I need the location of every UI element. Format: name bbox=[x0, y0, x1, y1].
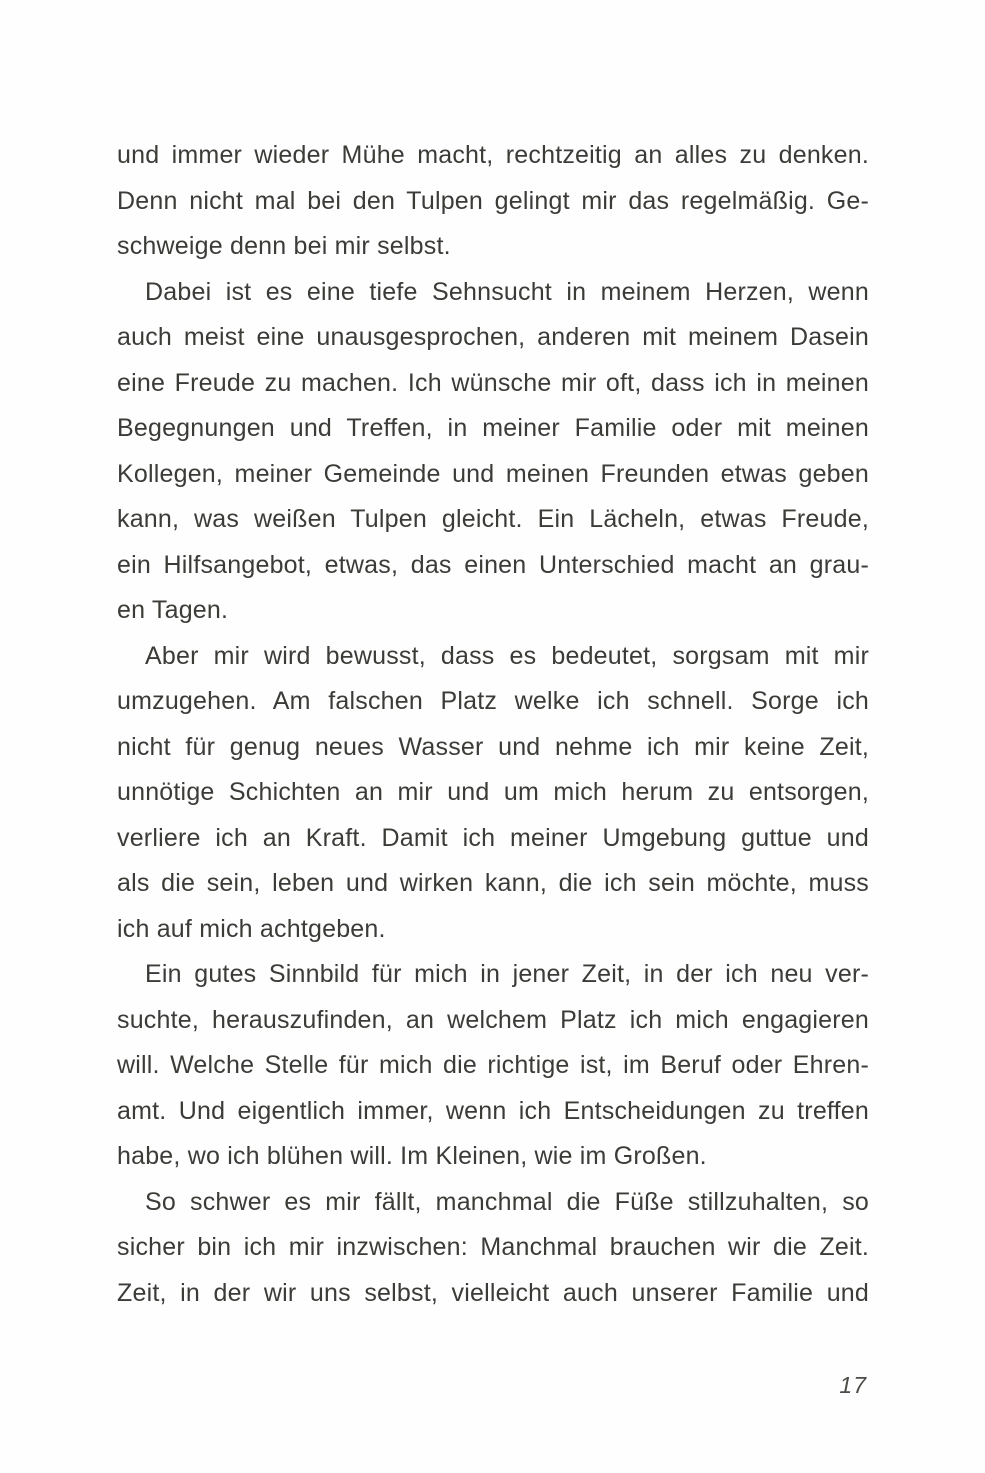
text-line: Kollegen, meiner Gemeinde und meinen Freunden etwas geben bbox=[117, 459, 869, 488]
text-line: auch meist eine unausgesprochen, anderen mit meinem Dasein bbox=[117, 323, 869, 351]
text-line: Denn nicht mal bei den Tulpen gelingt mir das regelmäßig. Ge- bbox=[117, 186, 869, 215]
text-line: kann, was weißen Tulpen gleicht. Ein Lächeln, etwas Freude, bbox=[117, 505, 869, 533]
text-line: Begegnungen und Treffen, in meiner Familie oder mit meinen bbox=[117, 414, 869, 442]
text-line: habe, wo ich blühen will. Im Kleinen, wie im Großen. bbox=[117, 1142, 707, 1170]
text-line: sicher bin ich mir inzwischen: Manchmal brauchen wir die Zeit. bbox=[117, 1233, 869, 1261]
page-text bbox=[117, 133, 869, 1316]
text-line: So schwer es mir fällt, manchmal die Füße stillzuhalten, so bbox=[145, 1187, 869, 1216]
text-line: ein Hilfsangebot, etwas, das einen Unterschied macht an grau- bbox=[117, 550, 869, 579]
text-line: ich auf mich achtgeben. bbox=[117, 914, 386, 943]
text-line: Zeit, in der wir uns selbst, vielleicht auch unserer Familie und bbox=[117, 1278, 869, 1307]
text-line: suchte, herauszufinden, an welchem Platz ich mich engagieren bbox=[117, 1005, 869, 1034]
text-line: will. Welche Stelle für mich die richtige ist, im Beruf oder Ehren- bbox=[117, 1051, 869, 1079]
text-line: und immer wieder Mühe macht, rechtzeitig an alles zu denken. bbox=[117, 141, 869, 169]
text-line: Ein gutes Sinnbild für mich in jener Zeit, in der ich neu ver- bbox=[145, 960, 869, 988]
text-line: verliere ich an Kraft. Damit ich meiner Umgebung guttue und bbox=[117, 823, 869, 852]
text-line: nicht für genug neues Wasser und nehme ich mir keine Zeit, bbox=[117, 732, 869, 761]
text-line: amt. Und eigentlich immer, wenn ich Entscheidungen zu treffen bbox=[117, 1096, 869, 1125]
text-line: eine Freude zu machen. Ich wünsche mir oft, dass ich in meinen bbox=[117, 368, 869, 397]
text-line: schweige denn bei mir selbst. bbox=[117, 232, 451, 260]
page-number: 17 bbox=[839, 1372, 867, 1398]
text-line: en Tagen. bbox=[117, 596, 229, 624]
text-line: unnötige Schichten an mir und um mich herum zu entsorgen, bbox=[117, 778, 869, 806]
text-line: umzugehen. Am falschen Platz welke ich schnell. Sorge ich bbox=[117, 687, 869, 715]
text-line: Dabei ist es eine tiefe Sehnsucht in meinem Herzen, wenn bbox=[145, 277, 869, 306]
text-line: Aber mir wird bewusst, dass es bedeutet, sorgsam mit mir bbox=[145, 641, 869, 670]
text-line: als die sein, leben und wirken kann, die ich sein möchte, muss bbox=[117, 869, 869, 897]
